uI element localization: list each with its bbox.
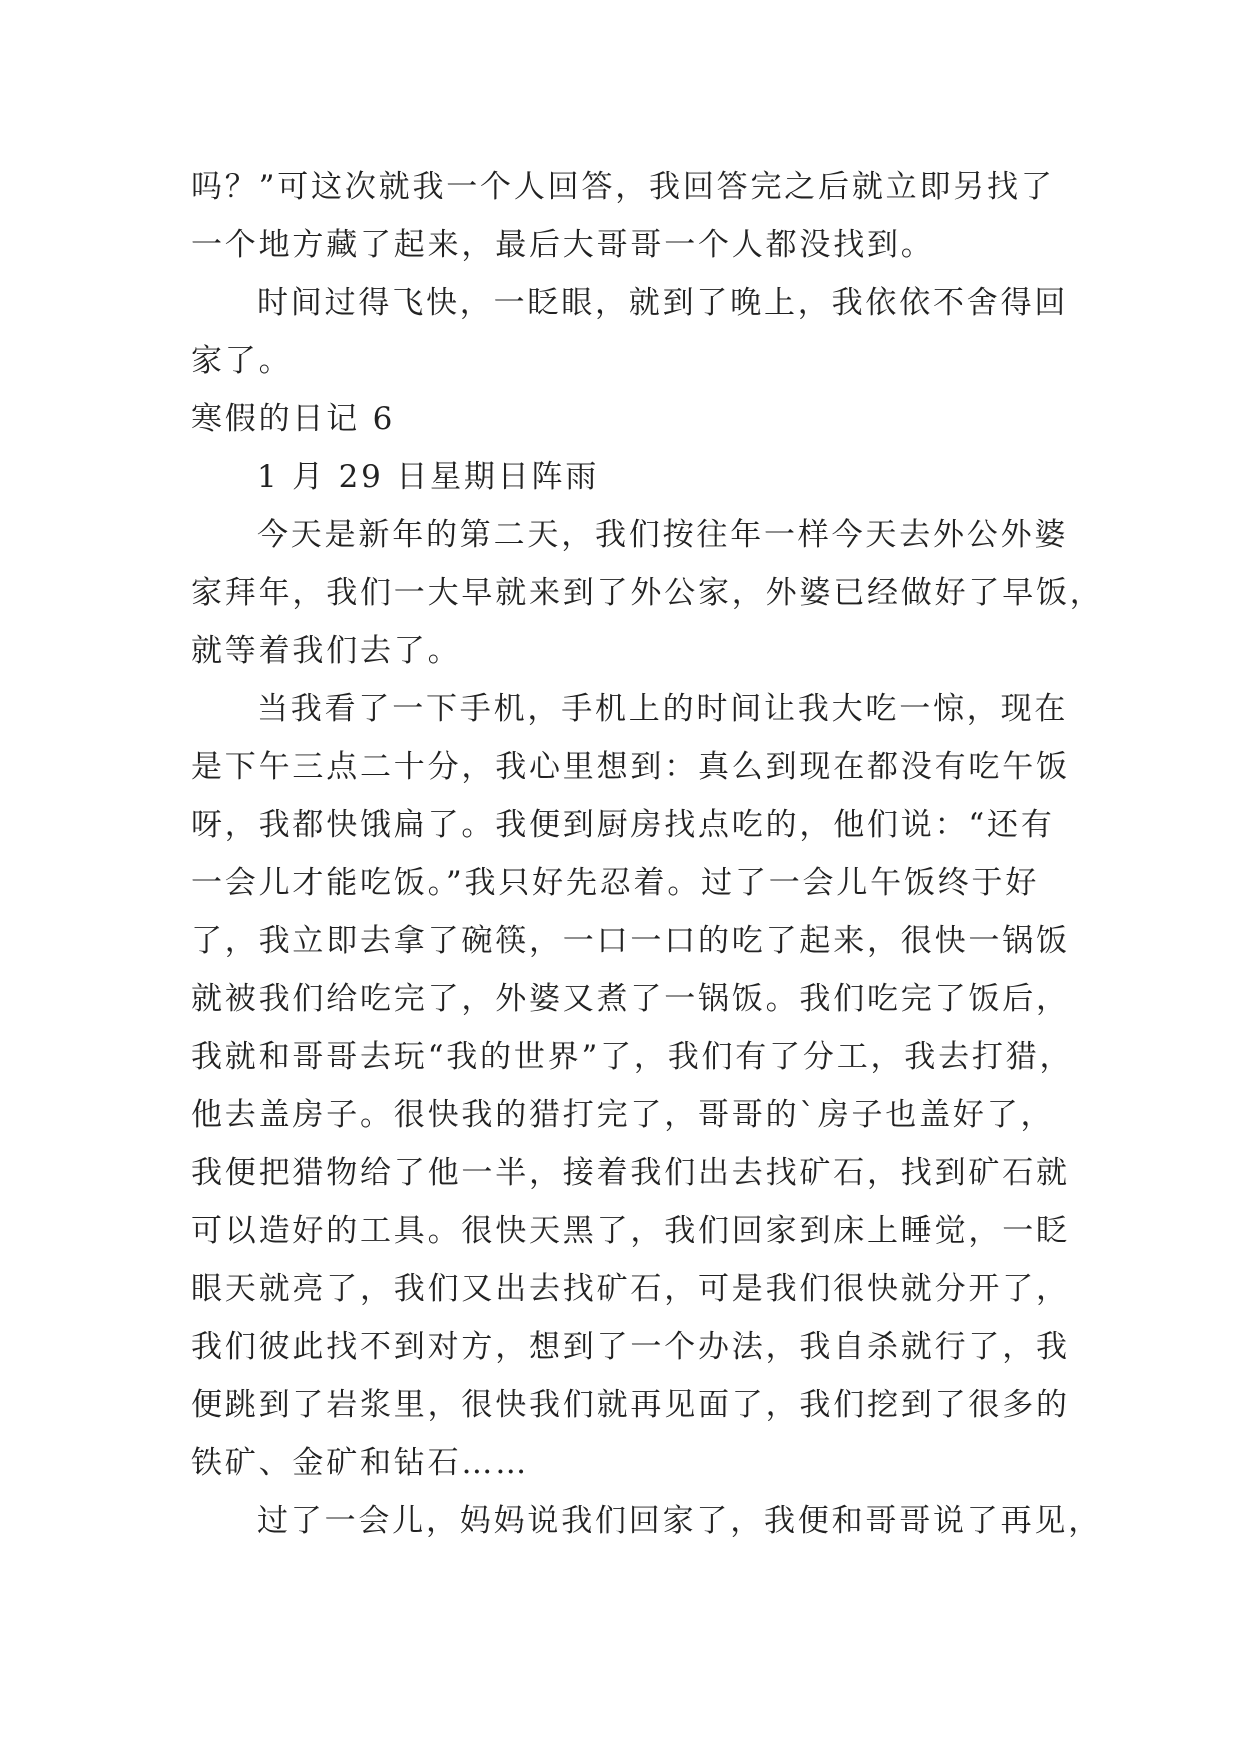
paragraph-start-line: 过了一会儿，妈妈说我们回家了，我便和哥哥说了再见， — [257, 1503, 1102, 1539]
text-line: 一会儿才能吃饭。”我只好先忍着。过了一会儿午饭终于好 — [191, 865, 1040, 901]
text-line: 是下午三点二十分，我心里想到：真么到现在都没有吃午饭 — [191, 749, 1070, 785]
text-line: 便跳到了岩浆里，很快我们就再见面了，我们挖到了很多的 — [191, 1387, 1070, 1423]
text-line: 家了。 — [191, 343, 293, 379]
text-line: 眼天就亮了，我们又出去找矿石，可是我们很快就分开了， — [191, 1271, 1070, 1307]
section-heading: 寒假的日记 6 — [191, 401, 396, 437]
text-line: 可以造好的工具。很快天黑了，我们回家到床上睡觉，一眨 — [191, 1213, 1070, 1249]
text-line: 铁矿、金矿和钻石…… — [191, 1445, 529, 1481]
paragraph-start-line: 今天是新年的第二天，我们按往年一样今天去外公外婆 — [257, 517, 1069, 553]
paragraph-start-line: 当我看了一下手机，手机上的时间让我大吃一惊，现在 — [257, 691, 1069, 727]
text-line: 我们彼此找不到对方，想到了一个办法，我自杀就行了，我 — [191, 1329, 1070, 1365]
text-line: 一个地方藏了起来，最后大哥哥一个人都没找到。 — [191, 227, 935, 263]
text-line: 家拜年，我们一大早就来到了外公家，外婆已经做好了早饭， — [191, 575, 1104, 611]
text-line: 他去盖房子。很快我的猎打完了，哥哥的`房子也盖好了， — [191, 1097, 1055, 1133]
paragraph-start-line: 时间过得飞快，一眨眼，就到了晚上，我依依不舍得回 — [257, 285, 1069, 321]
document-body — [191, 158, 1104, 1550]
text-line: 呀，我都快饿扁了。我便到厨房找点吃的，他们说：“还有 — [191, 807, 1055, 843]
text-line: 了，我立即去拿了碗筷，一口一口的吃了起来，很快一锅饭 — [191, 923, 1070, 959]
text-line: 就被我们给吃完了，外婆又煮了一锅饭。我们吃完了饭后， — [191, 981, 1070, 1017]
text-line: 就等着我们去了。 — [191, 633, 462, 669]
date-weather-line: 1 月 29 日星期日阵雨 — [257, 459, 600, 495]
text-line: 吗？”可这次就我一个人回答，我回答完之后就立即另找了 — [191, 169, 1055, 205]
text-line: 我便把猎物给了他一半，接着我们出去找矿石，找到矿石就 — [191, 1155, 1070, 1191]
text-line: 我就和哥哥去玩“我的世界”了，我们有了分工，我去打猎， — [191, 1039, 1074, 1075]
